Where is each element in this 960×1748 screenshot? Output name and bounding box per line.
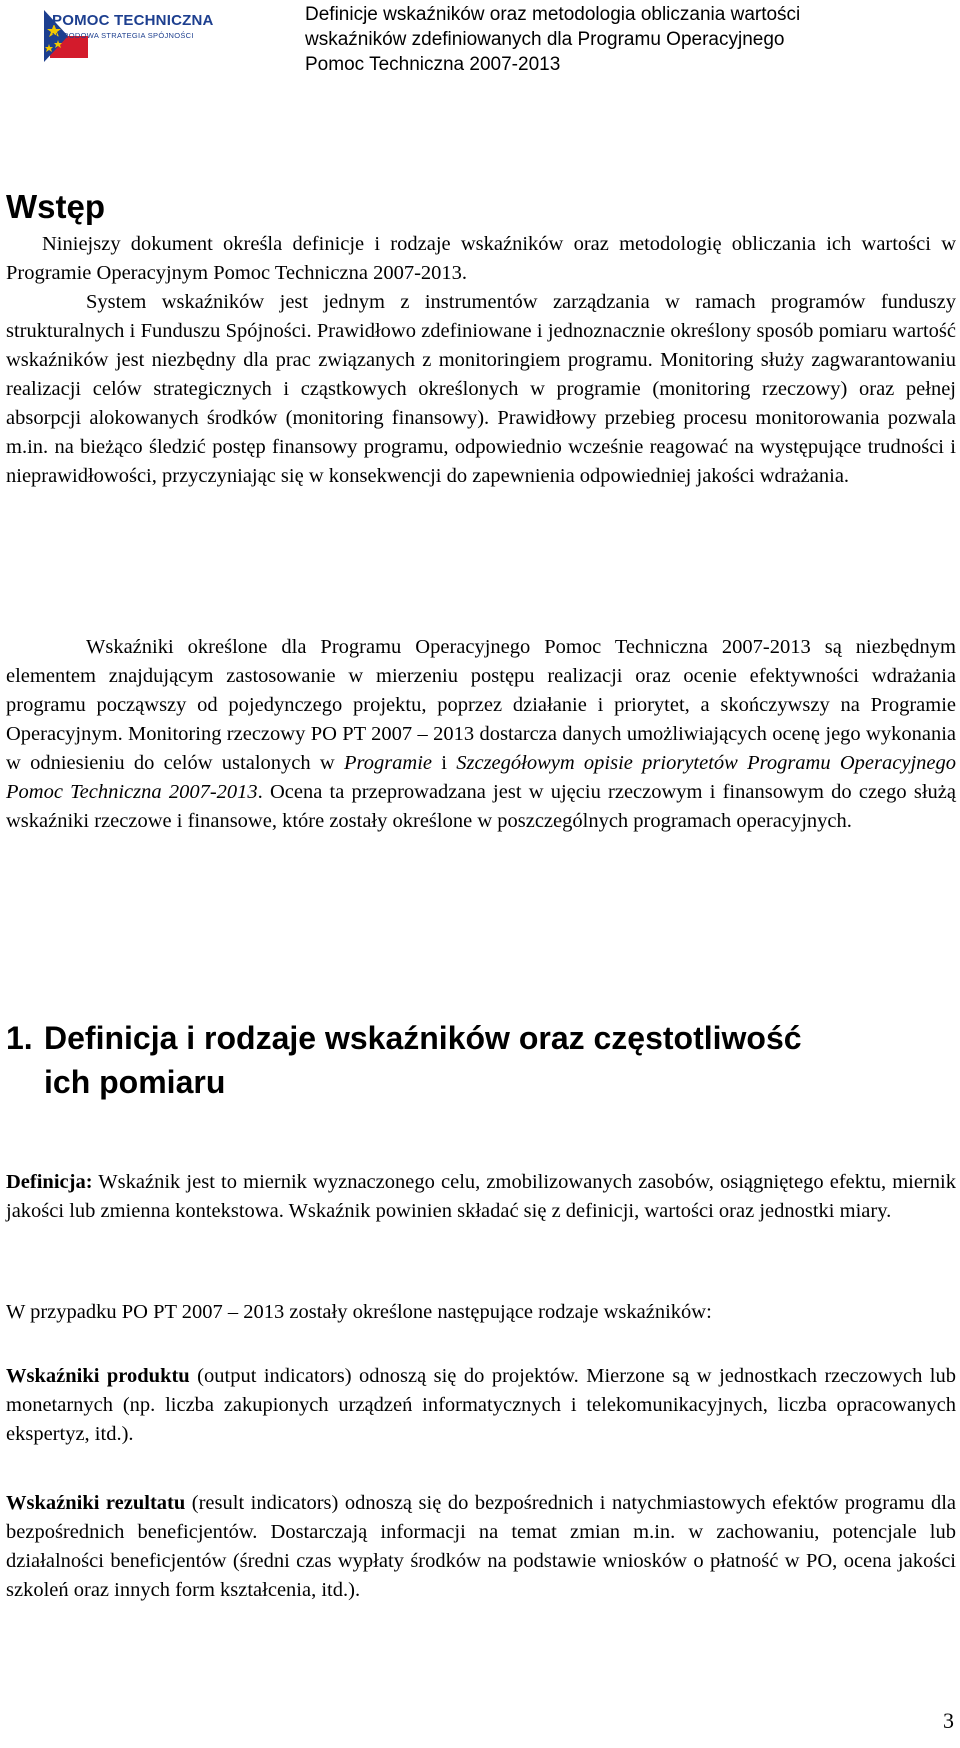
intro-p3-text: Wskaźniki określone dla Programu Operacyjnego Pomoc Techniczna 2007-2013 są niezbędnym elementem znajdującym zastosowanie w mierzeniu postępu realizacji oraz ocenie efektywności wdrażania programu począwszy od pojedynczego projektu, poprzez działanie i priorytet, a skończywszy na Programie Operacyjnym. Monitoring rzeczowy PO PT 2007 – 2013 dostarcza danych umożliwiających ocenę jego wykonania w odniesieniu do celów ustalonych w — [6, 636, 956, 774]
header-title-line: Definicje wskaźników oraz metodologia obliczania wartości — [305, 4, 801, 25]
intro-paragraph-2: System wskaźników jest jednym z instrumentów zarządzania w ramach programów funduszy strukturalnych i Funduszu Spójności. Prawidłowo zdefiniowane i jednoznacznie określony sposób pomiaru wartość wskaźników jest niezbędny dla prac związanych z monitoringiem programu. Monitoring służy zagwarantowaniu realizacji celów strategicznych i cząstkowych określonych w programie (monitoring rzeczowy) oraz pełnej absorpcji alokowanych środków (monitoring finansowy). Prawidłowy przebieg procesu monitorowania pozwala m.in. na bieżąco śledzić postęp finansowy programu, odpowiednio wcześnie reagować na występujące trudności i nieprawidłowości, przyczyniając się w konsekwencji do zapewnienia odpowiedniej jakości wdrażania. — [6, 291, 956, 487]
intro-paragraph-3 — [6, 633, 956, 836]
intro-heading: Wstęp — [6, 188, 105, 225]
intro-p3-text: . Ocena ta przeprowadzana jest w ujęciu rzeczowym i finansowym do czego służą wskaźniki rzeczowe i finansowe, które zostały określone w poszczególnych programach operacyjnych. — [6, 781, 956, 832]
intro-p3-text: i — [432, 752, 457, 774]
intro-paragraph-1: Niniejszy dokument określa definicje i rodzaje wskaźników oraz metodologię obliczania ich wartości w Programie Operacyjnym Pomoc Techniczna 2007-2013. — [6, 233, 956, 284]
logo-name: POMOC TECHNICZNA — [52, 12, 214, 29]
definition-label: Definicja: — [6, 1171, 93, 1193]
product-indicators-label: Wskaźniki produktu — [6, 1365, 190, 1387]
result-indicators-paragraph — [6, 1489, 956, 1605]
result-indicators-text: (result indicators) odnoszą się do bezpośrednich i natychmiastowych efektów programu dla bezpośrednich beneficjentów. Dostarczają informacji na temat zmian m.in. w zachowaniu, potencjale lub działalności beneficjentów (średni czas wypłaty środków na podstawie wniosków o płatność w PO, ocena jakości szkoleń oraz innych form kształcenia, itd.). — [6, 1492, 956, 1601]
intro-p3-italic-description: Szczegółowym opisie priorytetów Programu Operacyjnego Pomoc Techniczna 2007-2013 — [6, 752, 956, 803]
section-title-line: Definicja i rodzaje wskaźników oraz częstotliwość — [44, 1020, 802, 1056]
definition-paragraph — [6, 1168, 956, 1226]
section-title-line: ich pomiaru — [44, 1064, 226, 1100]
section-number: 1. — [6, 1020, 33, 1056]
product-indicators-paragraph — [6, 1362, 956, 1449]
definition-text: Wskaźnik jest to miernik wyznaczonego celu, zmobilizowanych zasobów, osiągniętego efektu, miernik jakości lub zmienna kontekstowa. Wskaźnik powinien składać się z definicji, wartości oraz jednostki miary. — [6, 1171, 956, 1222]
header-title-line: wskaźników zdefiniowanych dla Programu Operacyjnego — [305, 29, 785, 50]
product-indicators-text: (output indicators) odnoszą się do projektów. Mierzone są w jednostkach rzeczowych lub monetarnych (np. liczba zakupionych urządzeń informatycznych i telekomunikacyjnych, liczba opracowanych ekspertyz, itd.). — [6, 1365, 956, 1445]
types-intro-paragraph: W przypadku PO PT 2007 – 2013 zostały określone następujące rodzaje wskaźników: — [6, 1301, 712, 1323]
document-header-title — [305, 2, 945, 77]
logo-subtitle: NARODOWA STRATEGIA SPÓJNOŚCI — [52, 31, 194, 40]
page-number: 3 — [943, 1708, 954, 1733]
result-indicators-label: Wskaźniki rezultatu — [6, 1492, 186, 1514]
section-1-heading — [6, 1016, 802, 1104]
header-title-line: Pomoc Techniczna 2007-2013 — [305, 54, 561, 75]
intro-p3-italic-programme: Programie — [343, 752, 433, 774]
